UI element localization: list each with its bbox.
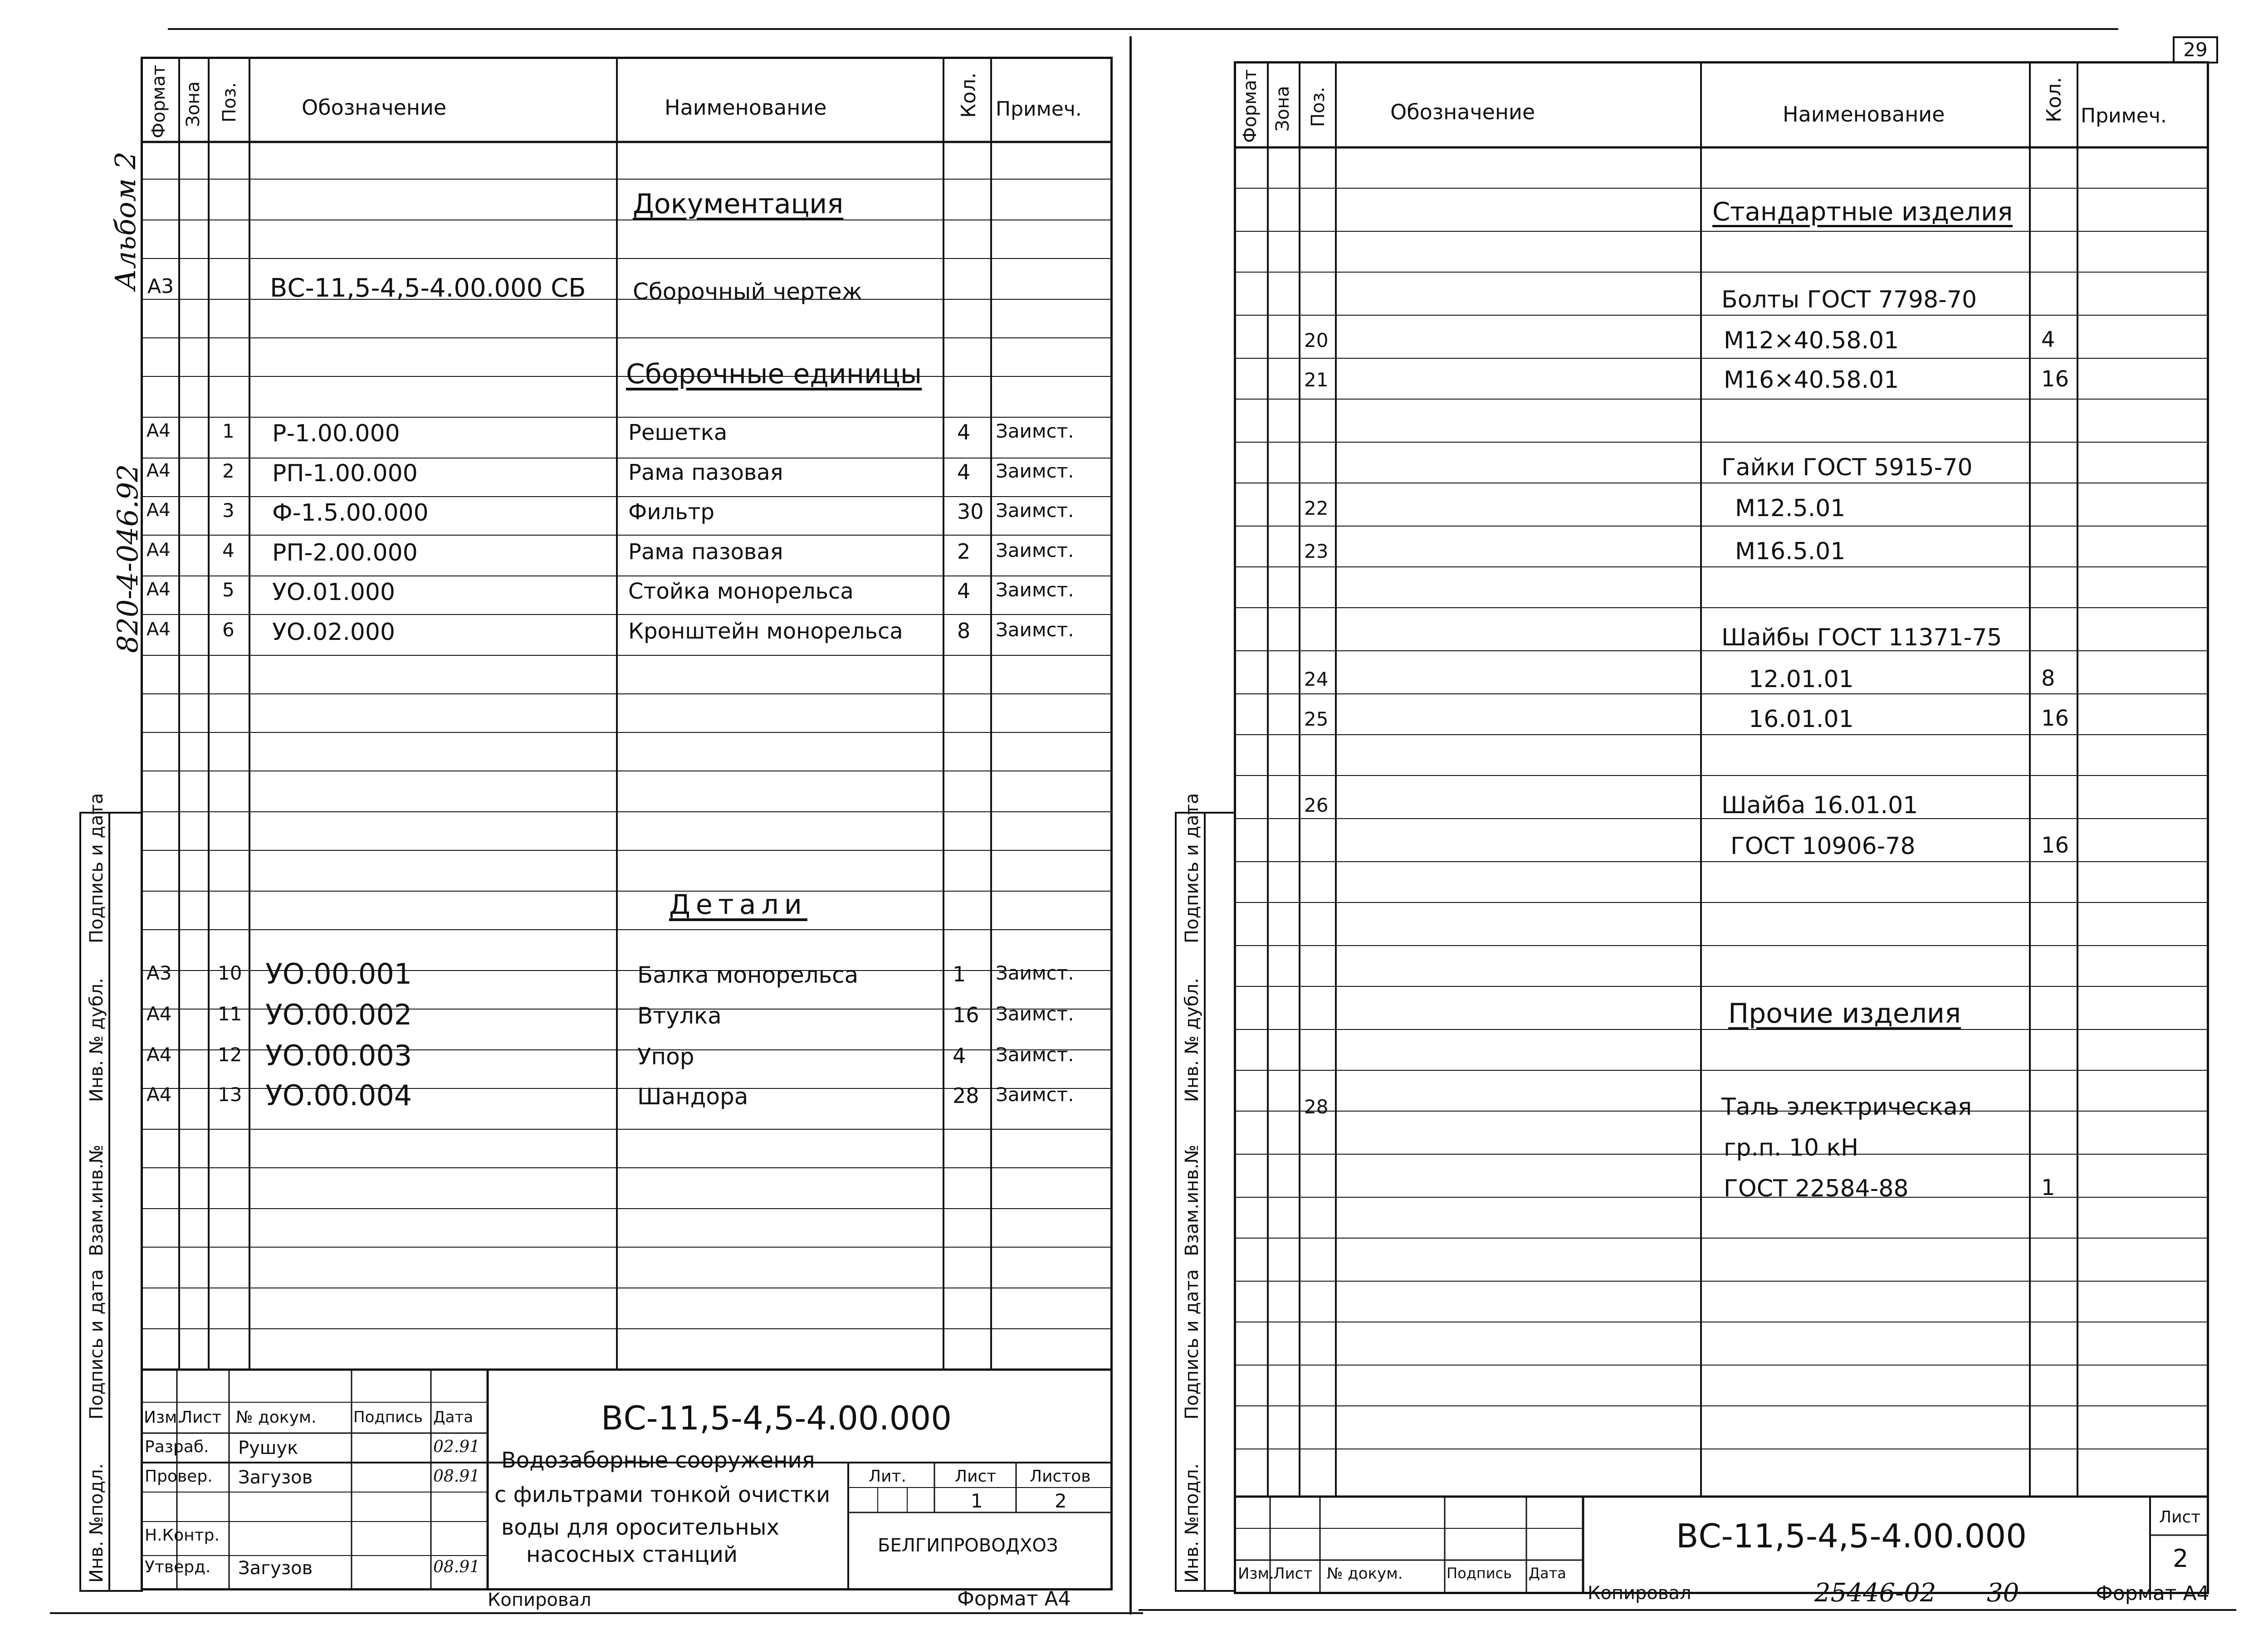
assembly-note: Заимст. — [996, 420, 1074, 442]
footer1-rule — [50, 1612, 1143, 1614]
part-note: Заимст. — [996, 1083, 1074, 1106]
col-note: Примеч. — [996, 98, 1082, 121]
col-format: Формат — [148, 64, 169, 138]
col-name: Наименование — [665, 95, 827, 120]
assembly-name: Рама пазовая — [628, 460, 783, 485]
assembly-format: А4 — [147, 500, 171, 521]
col-zone: Зона — [183, 81, 204, 127]
center-divider — [1129, 36, 1132, 1614]
sheet-2 — [1234, 61, 2209, 1594]
assembly-pos: 4 — [222, 539, 235, 561]
footer2-order: 25446-02 — [1814, 1578, 1936, 1608]
part-name: Балка монорельса — [637, 962, 859, 988]
item-pos: 24 — [1304, 668, 1329, 690]
tb1-sheet-label: Лист — [955, 1467, 997, 1486]
assembly-note: Заимст. — [996, 539, 1074, 561]
assembly-designation: Ф-1.5.00.000 — [272, 499, 429, 527]
side-stamp-label: Подпись и дата — [1182, 1269, 1202, 1419]
tb2-head-date: Дата — [1529, 1565, 1566, 1582]
item-name: 12.01.01 — [1749, 666, 1854, 693]
col-qty: Кол. — [957, 72, 980, 118]
part-name: Упор — [637, 1044, 694, 1070]
person-role: Утверд. — [145, 1558, 211, 1576]
assembly-format: А4 — [147, 460, 171, 481]
tb2-sheet-label: Лист — [2159, 1508, 2201, 1527]
item-name: Болты ГОСТ 7798-70 — [1721, 286, 1977, 313]
doc-format: А3 — [147, 275, 174, 298]
part-format: А4 — [147, 1003, 172, 1025]
footer2-format: Формат А4 — [2096, 1582, 2209, 1605]
item-name: Таль электрическая — [1721, 1093, 1972, 1121]
title-line: Водозаборные сооружения — [501, 1448, 815, 1473]
person-date: 02.91 — [433, 1438, 480, 1456]
footer2-num: 30 — [1987, 1578, 2019, 1608]
person-role: Н.Контр. — [145, 1526, 220, 1545]
item-name: 16.01.01 — [1749, 706, 1854, 733]
top-rule — [168, 28, 2118, 30]
side-stamp-label: Подпись и дата — [86, 1269, 107, 1419]
item-name: Шайбы ГОСТ 11371-75 — [1721, 624, 2002, 651]
title-line: насосных станций — [526, 1542, 738, 1567]
assembly-pos: 6 — [222, 619, 235, 641]
tb1-head-izm: Изм. — [144, 1408, 182, 1427]
part-designation: УО.00.001 — [265, 957, 412, 990]
item-qty: 1 — [2041, 1175, 2055, 1200]
col2-format: Формат — [1240, 69, 1261, 143]
assembly-name: Стойка монорельса — [628, 579, 854, 604]
part-pos: 11 — [218, 1003, 242, 1025]
side-stamp-label: Инв. № дубл. — [86, 978, 107, 1102]
col-pos: Поз. — [219, 82, 240, 122]
tb1-sheet-value: 1 — [971, 1490, 983, 1512]
side-stamp-label: Взам.инв.№ — [86, 1144, 107, 1256]
assembly-qty: 4 — [957, 460, 971, 484]
assembly-note: Заимст. — [996, 499, 1074, 522]
section-assembly-units: Сборочные единицы — [626, 358, 922, 390]
item-qty: 4 — [2041, 327, 2055, 352]
col-designation: Обозначение — [302, 95, 447, 120]
person-date: 08.91 — [433, 1467, 480, 1486]
part-designation: УО.00.002 — [265, 998, 412, 1031]
part-format: А4 — [147, 1044, 172, 1066]
assembly-qty: 4 — [957, 420, 971, 444]
part-name: Шандора — [637, 1083, 748, 1110]
tb1-head-list: Лист — [180, 1408, 222, 1427]
title-line: воды для оросительных — [501, 1515, 779, 1540]
assembly-designation: УО.02.000 — [272, 619, 396, 646]
doc-designation: ВС-11,5-4,5-4.00.000 СБ — [270, 273, 586, 303]
section-documentation: Документация — [633, 188, 844, 220]
part-qty: 1 — [953, 962, 966, 986]
part-format: А3 — [147, 962, 172, 984]
tb1-sheets-value: 2 — [1055, 1490, 1067, 1512]
part-format: А4 — [147, 1083, 172, 1106]
item-pos: 26 — [1304, 794, 1329, 816]
tb2-head-doc: № докум. — [1327, 1565, 1403, 1583]
side-stamp-label: Инв. №подл. — [1182, 1463, 1202, 1583]
assembly-name: Рама пазовая — [628, 539, 783, 565]
assembly-note: Заимст. — [996, 579, 1074, 601]
tb1-org: БЕЛГИПРОВОДХОЗ — [878, 1535, 1058, 1556]
assembly-format: А4 — [147, 619, 171, 640]
assembly-pos: 2 — [222, 460, 235, 482]
person-name: Рушук — [238, 1438, 298, 1458]
assembly-qty: 4 — [957, 579, 971, 603]
item-qty: 8 — [2041, 666, 2055, 691]
item-name: Гайки ГОСТ 5915-70 — [1721, 454, 1973, 481]
item-pos: 28 — [1304, 1096, 1329, 1118]
side-stamp-label: Подпись и дата — [86, 793, 107, 943]
item-name: М16.5.01 — [1735, 538, 1846, 565]
assembly-designation: РП-2.00.000 — [272, 539, 418, 566]
footer1-format: Формат А4 — [957, 1587, 1071, 1610]
side-stamp-label: Инв. №подл. — [86, 1463, 107, 1583]
assembly-format: А4 — [147, 540, 171, 561]
col2-zone: Зона — [1272, 86, 1293, 132]
part-note: Заимст. — [996, 962, 1074, 984]
person-role: Разраб. — [145, 1438, 209, 1456]
part-pos: 12 — [218, 1044, 242, 1066]
col2-name: Наименование — [1783, 102, 1945, 127]
part-designation: УО.00.004 — [265, 1079, 412, 1112]
part-qty: 4 — [953, 1044, 966, 1068]
tb1-sheets-label: Листов — [1030, 1467, 1091, 1486]
item-name: М12×40.58.01 — [1724, 327, 1899, 354]
album-label: Альбом 2 — [109, 151, 142, 290]
footer2-rule — [1139, 1609, 2236, 1611]
footer2-copied: Копировал — [1588, 1583, 1691, 1604]
sheet-1 — [141, 57, 1113, 1590]
doc-name: Сборочный чертеж — [633, 278, 862, 305]
col2-designation: Обозначение — [1390, 100, 1535, 124]
part-note: Заимст. — [996, 1044, 1074, 1066]
page-number: 29 — [2173, 36, 2218, 63]
assembly-designation: РП-1.00.000 — [272, 460, 418, 487]
assembly-qty: 8 — [957, 619, 971, 643]
col2-pos: Поз. — [1308, 87, 1329, 127]
side-stamp-label: Подпись и дата — [1182, 793, 1202, 943]
part-note: Заимст. — [996, 1003, 1074, 1025]
assembly-format: А4 — [147, 579, 171, 600]
col2-qty: Кол. — [2043, 77, 2066, 122]
tb1-head-sign: Подпись — [353, 1408, 423, 1426]
item-name: Шайба 16.01.01 — [1721, 792, 1918, 819]
assembly-format: А4 — [147, 420, 171, 441]
tb1-code: ВС-11,5-4,5-4.00.000 — [601, 1399, 952, 1437]
tb2-head-izm: Изм. — [1238, 1565, 1274, 1583]
item-pos: 25 — [1304, 708, 1329, 730]
person-date: 08.91 — [433, 1558, 480, 1576]
part-qty: 28 — [953, 1083, 979, 1108]
footer1-copied: Копировал — [488, 1590, 591, 1610]
tb2-head-list: Лист — [1273, 1565, 1313, 1583]
assembly-pos: 5 — [222, 579, 235, 601]
item-qty: 16 — [2041, 366, 2069, 392]
assembly-designation: Р-1.00.000 — [272, 420, 400, 447]
item-name: гр.п. 10 кН — [1724, 1134, 1859, 1161]
tb2-sheet-value: 2 — [2173, 1544, 2189, 1573]
part-pos: 10 — [218, 962, 242, 984]
assembly-pos: 3 — [222, 499, 235, 522]
assembly-qty: 2 — [957, 539, 971, 564]
side-stamp-label: Взам.инв.№ — [1182, 1144, 1202, 1256]
assembly-note: Заимст. — [996, 460, 1074, 482]
section-standard: Стандартные изделия — [1712, 197, 2013, 227]
item-pos: 21 — [1304, 369, 1329, 391]
item-qty: 16 — [2041, 706, 2069, 731]
person-name: Загузов — [238, 1467, 313, 1488]
tb1-lit-label: Лит. — [869, 1467, 906, 1486]
assembly-name: Решетка — [628, 420, 728, 445]
item-name: ГОСТ 10906-78 — [1730, 833, 1916, 860]
tb1-head-doc: № докум. — [236, 1408, 317, 1427]
assembly-name: Кронштейн монорельса — [628, 619, 903, 644]
side-stamp-label: Инв. № дубл. — [1182, 978, 1202, 1102]
part-pos: 13 — [218, 1083, 242, 1106]
item-pos: 20 — [1304, 329, 1329, 351]
item-name: М12.5.01 — [1735, 495, 1846, 522]
part-name: Втулка — [637, 1003, 722, 1029]
tb2-head-sign: Подпись — [1447, 1565, 1512, 1582]
section-other: Прочие изделия — [1728, 998, 1961, 1029]
part-qty: 16 — [953, 1003, 979, 1027]
item-qty: 16 — [2041, 833, 2069, 858]
item-pos: 23 — [1304, 540, 1329, 562]
assembly-note: Заимст. — [996, 619, 1074, 641]
tb1-head-date: Дата — [433, 1408, 474, 1426]
person-role: Провер. — [145, 1467, 213, 1486]
assembly-designation: УО.01.000 — [272, 579, 396, 606]
item-name: ГОСТ 22584-88 — [1724, 1175, 1909, 1202]
tb2-code: ВС-11,5-4,5-4.00.000 — [1676, 1517, 2027, 1555]
assembly-pos: 1 — [222, 420, 235, 442]
assembly-name: Фильтр — [628, 499, 714, 525]
part-designation: УО.00.003 — [265, 1039, 412, 1072]
item-name: М16×40.58.01 — [1724, 366, 1899, 394]
assembly-qty: 30 — [957, 499, 984, 524]
project-number: 820-4-046.92 — [111, 464, 144, 653]
section-parts: Детали — [669, 889, 807, 921]
person-name: Загузов — [238, 1558, 313, 1579]
item-pos: 22 — [1304, 497, 1329, 519]
title-line: с фильтрами тонкой очистки — [494, 1482, 831, 1507]
col2-note: Примеч. — [2081, 104, 2167, 127]
